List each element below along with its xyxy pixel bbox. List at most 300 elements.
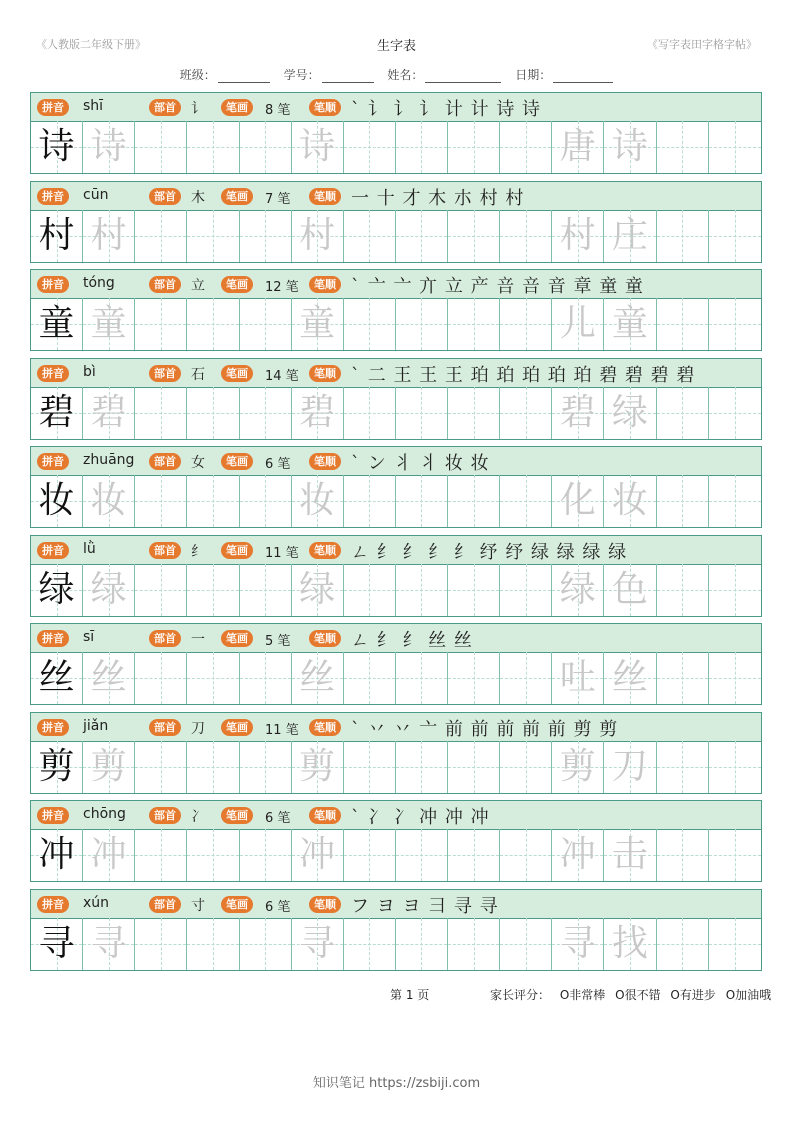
radical-text: 立	[191, 278, 205, 294]
pinyin-tag: 拼音	[37, 453, 69, 470]
grid-cell[interactable]	[187, 652, 239, 704]
grid-cell[interactable]	[552, 298, 604, 350]
radical-tag: 部首	[149, 542, 181, 559]
pinyin-text: bì	[83, 363, 96, 380]
grid-cell[interactable]	[31, 564, 83, 616]
info-bar	[30, 889, 762, 919]
trace-character: 找	[611, 922, 648, 964]
strokes-tag: 笔画	[221, 630, 253, 647]
grid-cell[interactable]	[500, 387, 552, 439]
trace-character: 碧	[559, 391, 596, 433]
page-title: 生字表	[376, 39, 416, 54]
grid-cell[interactable]	[83, 652, 135, 704]
strokes-tag: 笔画	[221, 365, 253, 382]
stroke-order: ` ン 丬 丬 妆 妆	[351, 453, 490, 474]
pinyin-text: chōng	[83, 806, 126, 822]
grid-cell[interactable]	[604, 652, 656, 704]
radical-tag: 部首	[149, 453, 181, 470]
strokes-tag: 笔画	[221, 188, 253, 205]
grid-cell[interactable]	[240, 564, 292, 616]
grid-cell[interactable]	[292, 918, 344, 970]
trace-character: 寻	[90, 922, 127, 964]
stroke-order: ` 二 王 王 王 珀 珀 珀 珀 珀 碧 碧 碧 碧	[351, 364, 696, 386]
grid-cell[interactable]	[187, 741, 239, 793]
model-character: 童	[38, 303, 75, 344]
grid-cell[interactable]	[187, 918, 239, 970]
trace-character: 剪	[299, 745, 336, 787]
practice-grid	[30, 298, 762, 351]
radical-tag: 部首	[149, 807, 181, 824]
trace-character: 诗	[299, 126, 336, 167]
grid-cell[interactable]	[135, 652, 187, 704]
character-row	[30, 535, 762, 619]
stroke-count: 6 笔	[265, 811, 291, 826]
pinyin-tag: 拼音	[37, 719, 69, 736]
radical-text: 纟	[191, 543, 205, 560]
grid-cell[interactable]	[31, 741, 83, 793]
eval-option-good[interactable]: O很不错	[615, 988, 661, 1002]
grid-cell[interactable]	[31, 652, 83, 704]
grid-cell[interactable]	[344, 564, 396, 616]
grid-cell[interactable]	[135, 475, 187, 527]
trace-character: 冲	[299, 834, 336, 875]
radical-text: 石	[191, 366, 205, 383]
grid-cell[interactable]	[709, 210, 761, 262]
strokes-tag: 笔画	[221, 542, 253, 559]
grid-cell[interactable]	[448, 387, 500, 439]
grid-cell[interactable]	[448, 652, 500, 704]
grid-cell[interactable]	[292, 564, 344, 616]
grid-cell[interactable]	[396, 387, 448, 439]
header-series-title: 《写字表田字格字帖》	[647, 38, 757, 51]
grid-cell[interactable]	[604, 121, 656, 173]
stroke-count: 8 笔	[265, 103, 291, 118]
grid-cell[interactable]	[657, 741, 709, 793]
trace-character: 诗	[611, 126, 648, 167]
grid-cell[interactable]	[552, 829, 604, 881]
grid-cell[interactable]	[83, 741, 135, 793]
grid-cell[interactable]	[657, 652, 709, 704]
stroke-order: ㄥ 纟 纟 丝 丝	[351, 630, 473, 651]
trace-character: 绿	[559, 568, 596, 610]
grid-cell[interactable]	[344, 387, 396, 439]
trace-character: 妆	[611, 480, 648, 521]
practice-grid	[30, 121, 762, 174]
grid-cell[interactable]	[83, 918, 135, 970]
grid-cell[interactable]	[396, 918, 448, 970]
grid-cell[interactable]	[448, 298, 500, 350]
grid-cell[interactable]	[604, 298, 656, 350]
grid-cell[interactable]	[709, 121, 761, 173]
grid-cell[interactable]	[31, 121, 83, 173]
practice-grid	[30, 829, 762, 882]
trace-character: 绿	[90, 568, 127, 610]
grid-cell[interactable]	[552, 564, 604, 616]
grid-cell[interactable]	[292, 652, 344, 704]
grid-cell[interactable]	[448, 918, 500, 970]
strokes-tag: 笔画	[221, 807, 253, 824]
trace-character: 击	[611, 834, 648, 875]
trace-character: 村	[299, 214, 336, 256]
grid-cell[interactable]	[135, 298, 187, 350]
grid-cell[interactable]	[240, 387, 292, 439]
pinyin-text: lǜ	[83, 540, 96, 557]
grid-cell[interactable]	[83, 298, 135, 350]
grid-cell[interactable]	[709, 475, 761, 527]
character-row	[30, 712, 762, 796]
page-number: 第 1 页	[390, 988, 430, 1002]
grid-cell[interactable]	[344, 829, 396, 881]
model-character: 丝	[38, 657, 75, 698]
grid-cell[interactable]	[344, 918, 396, 970]
strokes-tag: 笔画	[221, 276, 253, 293]
model-character: 碧	[38, 391, 75, 433]
trace-character: 丝	[90, 657, 127, 698]
grid-cell[interactable]	[240, 121, 292, 173]
grid-cell[interactable]	[344, 121, 396, 173]
grid-cell[interactable]	[31, 210, 83, 262]
stroke-count: 11 笔	[265, 545, 299, 561]
practice-grid	[30, 652, 762, 705]
grid-cell[interactable]	[240, 652, 292, 704]
model-character: 剪	[38, 745, 75, 787]
stroke-count: 14 笔	[265, 368, 299, 384]
model-character: 寻	[38, 922, 75, 964]
info-bar	[30, 92, 762, 122]
grid-cell[interactable]	[187, 564, 239, 616]
grid-cell[interactable]	[448, 741, 500, 793]
class-field[interactable]: 班级：	[180, 66, 270, 83]
grid-cell[interactable]	[83, 121, 135, 173]
practice-grid	[30, 564, 762, 617]
model-character: 冲	[38, 834, 75, 875]
radical-tag: 部首	[149, 630, 181, 647]
trace-character: 绿	[299, 568, 336, 610]
grid-cell[interactable]	[292, 210, 344, 262]
grid-cell[interactable]	[709, 387, 761, 439]
trace-character: 色	[611, 568, 648, 610]
radical-text: 刀	[191, 720, 205, 737]
grid-cell[interactable]	[500, 652, 552, 704]
grid-cell[interactable]	[135, 918, 187, 970]
grid-cell[interactable]	[344, 298, 396, 350]
info-bar	[30, 712, 762, 742]
order-tag: 笔顺	[309, 365, 341, 382]
eval-option-progress[interactable]: O有进步	[670, 988, 716, 1002]
grid-cell[interactable]	[135, 210, 187, 262]
trace-character: 碧	[90, 391, 127, 433]
grid-cell[interactable]	[187, 475, 239, 527]
grid-cell[interactable]	[604, 918, 656, 970]
pinyin-text: shī	[83, 98, 104, 114]
grid-cell[interactable]	[292, 475, 344, 527]
grid-cell[interactable]	[344, 210, 396, 262]
grid-cell[interactable]	[657, 121, 709, 173]
grid-cell[interactable]	[187, 210, 239, 262]
radical-tag: 部首	[149, 365, 181, 382]
pinyin-text: xún	[83, 894, 110, 911]
character-row	[30, 623, 762, 707]
stroke-order: 一 十 才 木 朩 村 村	[351, 187, 525, 209]
grid-cell[interactable]	[552, 387, 604, 439]
grid-cell[interactable]	[396, 564, 448, 616]
grid-cell[interactable]	[292, 387, 344, 439]
grid-cell[interactable]	[500, 741, 552, 793]
stroke-count: 11 笔	[265, 722, 299, 738]
pinyin-tag: 拼音	[37, 276, 69, 293]
trace-character: 剪	[559, 745, 596, 787]
info-bar	[30, 269, 762, 299]
grid-cell[interactable]	[604, 475, 656, 527]
radical-text: 寸	[191, 897, 205, 914]
eval-option-keep-going[interactable]: O加油哦	[725, 988, 772, 1002]
grid-cell[interactable]	[83, 475, 135, 527]
grid-cell[interactable]	[448, 829, 500, 881]
order-tag: 笔顺	[309, 188, 341, 205]
date-field[interactable]: 日期：	[515, 66, 613, 83]
order-tag: 笔顺	[309, 896, 341, 913]
radical-text: 木	[191, 189, 205, 206]
grid-cell[interactable]	[83, 387, 135, 439]
grid-cell[interactable]	[240, 918, 292, 970]
grid-cell[interactable]	[83, 210, 135, 262]
grid-cell[interactable]	[604, 564, 656, 616]
pinyin-tag: 拼音	[37, 99, 69, 116]
info-bar	[30, 446, 762, 476]
stroke-count: 7 笔	[265, 191, 291, 207]
grid-cell[interactable]	[552, 475, 604, 527]
grid-cell[interactable]	[135, 387, 187, 439]
grid-cell[interactable]	[604, 829, 656, 881]
grid-cell[interactable]	[657, 210, 709, 262]
grid-cell[interactable]	[83, 564, 135, 616]
grid-cell[interactable]	[500, 918, 552, 970]
grid-cell[interactable]	[500, 298, 552, 350]
grid-cell[interactable]	[604, 210, 656, 262]
pinyin-text: tóng	[83, 275, 115, 291]
grid-cell[interactable]	[500, 475, 552, 527]
trace-character: 妆	[299, 480, 336, 521]
grid-cell[interactable]	[344, 652, 396, 704]
stroke-order: ` 冫 冫 冲 冲 冲	[351, 807, 490, 828]
grid-cell[interactable]	[135, 741, 187, 793]
grid-cell[interactable]	[187, 121, 239, 173]
grid-cell[interactable]	[709, 918, 761, 970]
stroke-count: 6 笔	[265, 457, 291, 472]
grid-cell[interactable]	[292, 121, 344, 173]
stroke-order: ` 亠 亠 亣 立 产 咅 咅 音 章 童 童	[351, 276, 644, 297]
grid-cell[interactable]	[552, 741, 604, 793]
grid-cell[interactable]	[448, 121, 500, 173]
radical-tag: 部首	[149, 276, 181, 293]
grid-cell[interactable]	[709, 741, 761, 793]
grid-cell[interactable]	[344, 475, 396, 527]
trace-character: 冲	[559, 834, 596, 875]
order-tag: 笔顺	[309, 453, 341, 470]
trace-character: 寻	[559, 922, 596, 964]
trace-character: 村	[90, 214, 127, 256]
strokes-tag: 笔画	[221, 896, 253, 913]
info-bar	[30, 535, 762, 565]
grid-cell[interactable]	[396, 475, 448, 527]
trace-character: 寻	[299, 922, 336, 964]
practice-grid	[30, 741, 762, 794]
grid-cell[interactable]	[240, 741, 292, 793]
grid-cell[interactable]	[552, 918, 604, 970]
trace-character: 庄	[611, 214, 648, 256]
grid-cell[interactable]	[552, 121, 604, 173]
grid-cell[interactable]	[31, 918, 83, 970]
strokes-tag: 笔画	[221, 99, 253, 116]
grid-cell[interactable]	[396, 652, 448, 704]
strokes-tag: 笔画	[221, 453, 253, 470]
grid-cell[interactable]	[31, 387, 83, 439]
order-tag: 笔顺	[309, 719, 341, 736]
grid-cell[interactable]	[187, 829, 239, 881]
grid-cell[interactable]	[240, 475, 292, 527]
grid-cell[interactable]	[396, 829, 448, 881]
model-character: 村	[38, 214, 75, 256]
order-tag: 笔顺	[309, 630, 341, 647]
character-row	[30, 446, 762, 530]
radical-tag: 部首	[149, 99, 181, 116]
grid-cell[interactable]	[396, 298, 448, 350]
class-blank[interactable]	[218, 70, 270, 83]
stroke-order: ` 丷 丷 亠 前 前 前 前 前 剪 剪	[351, 718, 619, 740]
grid-cell[interactable]	[500, 210, 552, 262]
name-blank[interactable]	[425, 70, 501, 83]
grid-cell[interactable]	[31, 829, 83, 881]
grid-cell[interactable]	[292, 741, 344, 793]
trace-character: 童	[299, 303, 336, 344]
trace-character: 剪	[90, 745, 127, 787]
grid-cell[interactable]	[552, 210, 604, 262]
number-field[interactable]: 学号：	[284, 66, 374, 83]
grid-cell[interactable]	[240, 298, 292, 350]
grid-cell[interactable]	[709, 652, 761, 704]
info-bar	[30, 800, 762, 830]
practice-grid	[30, 210, 762, 263]
model-character: 妆	[38, 480, 75, 521]
trace-character: 冲	[90, 834, 127, 875]
parent-evaluation: 家长评分： O非常棒 O很不错 O有进步 O加油哦	[490, 988, 772, 1002]
trace-character: 童	[611, 303, 648, 344]
grid-cell[interactable]	[552, 652, 604, 704]
grid-cell[interactable]	[83, 829, 135, 881]
grid-cell[interactable]	[240, 210, 292, 262]
grid-cell[interactable]	[292, 298, 344, 350]
stroke-order: ` 讠 讠 讠 计 计 诗 诗	[351, 99, 542, 120]
grid-cell[interactable]	[135, 564, 187, 616]
grid-cell[interactable]	[500, 564, 552, 616]
order-tag: 笔顺	[309, 807, 341, 824]
trace-character: 村	[559, 214, 596, 256]
pinyin-tag: 拼音	[37, 365, 69, 382]
pinyin-text: zhuāng	[83, 452, 135, 468]
trace-character: 碧	[299, 391, 336, 433]
student-info-line	[0, 66, 793, 83]
stroke-count: 6 笔	[265, 899, 291, 915]
practice-grid	[30, 475, 762, 528]
grid-cell[interactable]	[500, 829, 552, 881]
grid-cell[interactable]	[448, 564, 500, 616]
grid-cell[interactable]	[657, 918, 709, 970]
number-blank[interactable]	[322, 70, 374, 83]
grid-cell[interactable]	[31, 475, 83, 527]
grid-cell[interactable]	[448, 475, 500, 527]
trace-character: 丝	[299, 657, 336, 698]
pinyin-tag: 拼音	[37, 807, 69, 824]
strokes-tag: 笔画	[221, 719, 253, 736]
grid-cell[interactable]	[135, 121, 187, 173]
info-bar	[30, 181, 762, 211]
name-field[interactable]: 姓名：	[387, 66, 501, 83]
grid-cell[interactable]	[657, 387, 709, 439]
grid-cell[interactable]	[135, 829, 187, 881]
grid-cell[interactable]	[604, 387, 656, 439]
character-row	[30, 181, 762, 265]
date-blank[interactable]	[553, 70, 613, 83]
trace-character: 妆	[90, 480, 127, 521]
grid-cell[interactable]	[396, 210, 448, 262]
grid-cell[interactable]	[292, 829, 344, 881]
grid-cell[interactable]	[657, 298, 709, 350]
grid-cell[interactable]	[709, 298, 761, 350]
trace-character: 童	[90, 303, 127, 344]
character-row	[30, 889, 762, 973]
grid-cell[interactable]	[448, 210, 500, 262]
trace-character: 唐	[559, 126, 596, 167]
radical-text: 一	[191, 632, 205, 648]
grid-cell[interactable]	[396, 741, 448, 793]
eval-option-excellent[interactable]: O非常棒	[559, 988, 606, 1002]
radical-text: 女	[191, 455, 205, 471]
stroke-count: 5 笔	[265, 634, 291, 649]
order-tag: 笔顺	[309, 276, 341, 293]
model-character: 诗	[38, 126, 75, 167]
trace-character: 绿	[611, 391, 648, 433]
radical-tag: 部首	[149, 188, 181, 205]
trace-character: 诗	[90, 126, 127, 167]
grid-cell[interactable]	[187, 298, 239, 350]
header-book-title: 《人教版二年级下册》	[36, 38, 146, 51]
grid-cell[interactable]	[709, 829, 761, 881]
grid-cell[interactable]	[657, 564, 709, 616]
character-sheet	[30, 92, 762, 977]
pinyin-text: cūn	[83, 186, 109, 203]
order-tag: 笔顺	[309, 542, 341, 559]
radical-tag: 部首	[149, 896, 181, 913]
stroke-count: 12 笔	[265, 280, 299, 295]
character-row	[30, 269, 762, 353]
stroke-order: フ ヨ ヨ 彐 寻 寻	[351, 895, 499, 917]
grid-cell[interactable]	[240, 829, 292, 881]
radical-tag: 部首	[149, 719, 181, 736]
grid-cell[interactable]	[500, 121, 552, 173]
grid-cell[interactable]	[187, 387, 239, 439]
model-character: 绿	[38, 568, 75, 610]
grid-cell[interactable]	[31, 298, 83, 350]
grid-cell[interactable]	[657, 829, 709, 881]
grid-cell[interactable]	[344, 741, 396, 793]
grid-cell[interactable]	[709, 564, 761, 616]
grid-cell[interactable]	[396, 121, 448, 173]
practice-grid	[30, 918, 762, 971]
stroke-order: ㄥ 纟 纟 纟 纟 纾 纾 绿 绿 绿 绿	[351, 541, 628, 563]
grid-cell[interactable]	[604, 741, 656, 793]
grid-cell[interactable]	[657, 475, 709, 527]
trace-character: 吐	[559, 657, 596, 698]
